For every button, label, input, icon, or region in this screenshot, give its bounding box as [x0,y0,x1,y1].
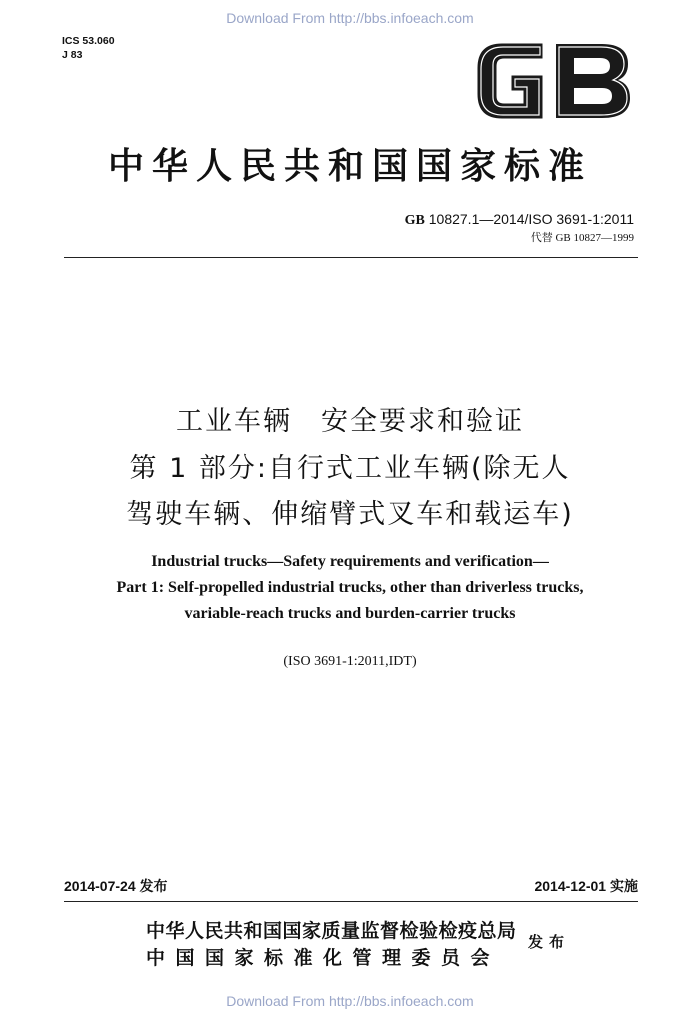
footer-divider [64,901,638,902]
ccs-code: J 83 [62,49,83,61]
iso-reference: (ISO 3691-1:2011,IDT) [283,654,417,669]
issue-date: 2014-07-24 发布 [64,878,168,894]
title-cn-line3: 驾驶车辆、伸缩臂式叉车和载运车) [126,499,574,530]
standard-title: 中华人民共和国国家标准 [107,145,592,187]
header-divider [64,257,638,258]
implementation-date: 2014-12-01 实施 [534,878,638,894]
standard-prefix: GB [404,213,425,228]
watermark-top[interactable]: Download From http://bbs.infoeach.com [226,10,474,26]
title-en-line1: Industrial trucks—Safety requirements and verification— [151,553,549,570]
standard-code: 10827.1—2014/ISO 3691-1:2011 [428,211,634,227]
watermark-bottom[interactable]: Download From http://bbs.infoeach.com [226,993,474,1009]
gb-logo-graphic [472,38,634,124]
title-cn-line1: 工业车辆 安全要求和验证 [176,406,524,437]
standard-number [405,211,634,229]
title-en-line3: variable-reach trucks and burden-carrier trucks [184,605,516,622]
title-cn-line2: 第 1 部分:自行式工业车辆(除无人 [129,453,571,484]
ics-code: ICS 53.060 [62,35,115,47]
issuer-line1: 中华人民共和国国家质量监督检验检疫总局 [146,920,517,942]
replaces-note: 代替 GB 10827—1999 [530,232,634,244]
title-en-line2: Part 1: Self-propelled industrial trucks, other than driverless trucks, [116,579,584,596]
gb-logo [472,38,634,124]
classification-codes [62,34,115,62]
issuer-line2: 中国国家标准化管理委员会 [146,947,501,969]
issue-label: 发布 [528,933,571,951]
